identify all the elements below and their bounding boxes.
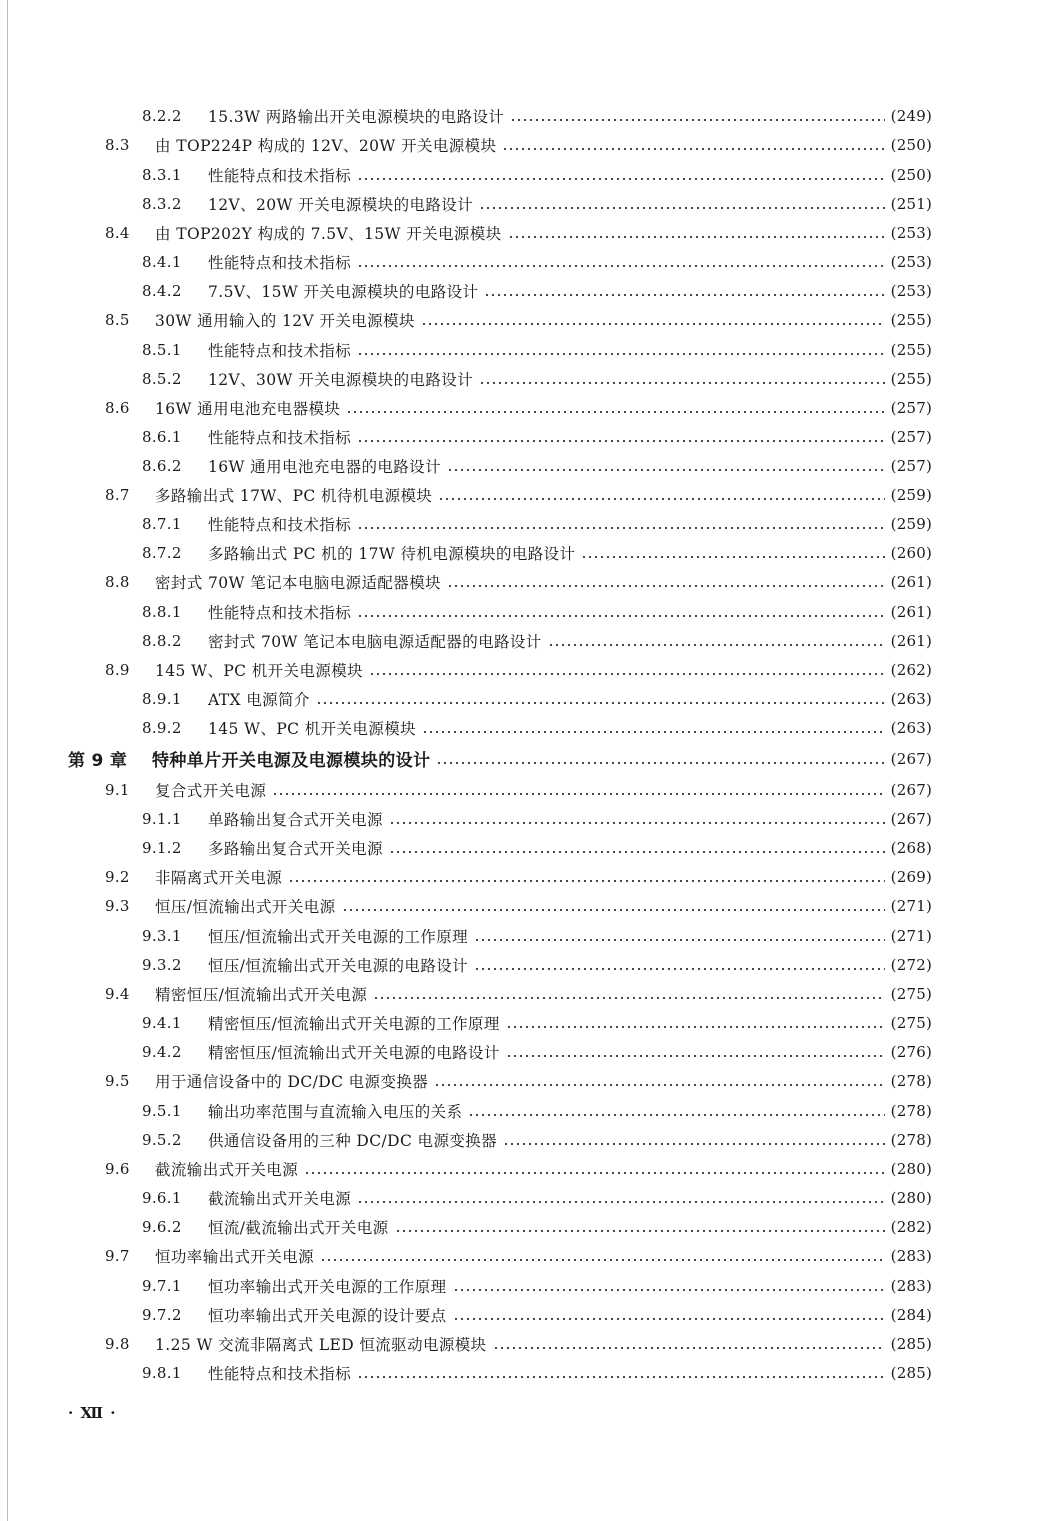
toc-section-entry[interactable] [105, 1329, 932, 1358]
toc-dot-leader [479, 205, 885, 211]
toc-entry-page: (278) [890, 1130, 932, 1149]
toc-dot-leader [438, 496, 884, 502]
toc-section-entry[interactable] [105, 775, 932, 804]
toc-entry-number: 8.4.1 [142, 252, 182, 271]
toc-dot-leader [508, 234, 885, 240]
toc-dot-leader [342, 907, 885, 913]
toc-entry-page: (261) [890, 572, 932, 591]
toc-section-entry[interactable] [105, 1066, 932, 1095]
toc-entry-page: (250) [890, 165, 932, 184]
toc-entry-title: 精密恒压/恒流输出式开关电源的电路设计 [208, 1043, 500, 1062]
toc-dot-leader [502, 146, 884, 152]
toc-entry-page: (259) [890, 485, 932, 504]
toc-entry-number: 9.5.1 [142, 1101, 182, 1120]
toc-entry-title: 恒流/截流输出式开关电源 [208, 1218, 389, 1237]
toc-entry-number: 8.3.1 [142, 165, 182, 184]
toc-entry-title: 密封式 70W 笔记本电脑电源适配器模块 [155, 573, 442, 592]
toc-entry-page: (283) [890, 1246, 932, 1265]
toc-subsection-entry[interactable] [142, 189, 932, 218]
toc-entry-title: 性能特点和技术指标 [208, 1364, 352, 1383]
toc-entry-title: 密封式 70W 笔记本电脑电源适配器的电路设计 [208, 632, 542, 651]
toc-entry-page: (271) [890, 926, 932, 945]
toc-dot-leader [395, 1228, 885, 1234]
toc-subsection-entry[interactable] [142, 1008, 932, 1037]
toc-dot-leader [453, 1316, 885, 1322]
toc-dot-leader [434, 1082, 885, 1088]
toc-section-entry[interactable] [105, 862, 932, 891]
toc-subsection-entry[interactable] [142, 1271, 932, 1300]
toc-subsection-entry[interactable] [142, 538, 932, 567]
toc-dot-leader [357, 525, 885, 531]
toc-entry-title: 由 TOP202Y 构成的 7.5V、15W 开关电源模块 [155, 224, 502, 243]
toc-entry-title: 精密恒压/恒流输出式开关电源的工作原理 [208, 1014, 500, 1033]
toc-entry-title: 单路输出复合式开关电源 [208, 810, 383, 829]
toc-entry-number: 8.2.2 [142, 106, 182, 125]
toc-section-entry[interactable] [105, 979, 932, 1008]
toc-entry-page: (259) [890, 514, 932, 533]
toc-entry-title: 15.3W 两路输出开关电源模块的电路设计 [208, 107, 505, 126]
toc-entry-title: ATX 电源简介 [208, 690, 310, 709]
toc-entry-title: 供通信设备用的三种 DC/DC 电源变换器 [208, 1131, 498, 1150]
toc-entry-number: 9.5 [105, 1071, 130, 1090]
toc-dot-leader [357, 1199, 885, 1205]
toc-section-entry[interactable] [105, 130, 932, 159]
toc-entry-page: (267) [890, 749, 932, 768]
toc-entry-title: 多路输出式 PC 机的 17W 待机电源模块的电路设计 [208, 544, 576, 563]
toc-entry-page: (257) [890, 427, 932, 446]
toc-entry-title: 性能特点和技术指标 [208, 428, 352, 447]
toc-entry-title: 性能特点和技术指标 [208, 166, 352, 185]
toc-entry-page: (260) [890, 543, 932, 562]
toc-entry-title: 30W 通用输入的 12V 开关电源模块 [155, 311, 415, 330]
toc-entry-number: 9.2 [105, 867, 130, 886]
toc-entry-page: (263) [890, 689, 932, 708]
toc-subsection-entry[interactable] [142, 1096, 932, 1125]
toc-entry-number: 8.7.2 [142, 543, 182, 562]
toc-entry-title: 截流输出式开关电源 [208, 1189, 352, 1208]
toc-subsection-entry[interactable] [142, 684, 932, 713]
toc-entry-number: 9.7.1 [142, 1276, 182, 1295]
toc-dot-leader [320, 1257, 885, 1263]
toc-dot-leader [453, 1287, 885, 1293]
toc-entry-page: (267) [890, 809, 932, 828]
toc-entry-title: 性能特点和技术指标 [208, 515, 352, 534]
toc-dot-leader [357, 351, 885, 357]
toc-entry-number: 8.3.2 [142, 194, 182, 213]
page-number-footer: · Ⅻ · [68, 1404, 117, 1422]
toc-dot-leader [304, 1170, 885, 1176]
toc-entry-title: 恒功率输出式开关电源 [155, 1247, 315, 1266]
toc-dot-leader [272, 791, 884, 797]
toc-dot-leader [369, 671, 885, 677]
toc-entry-page: (276) [890, 1042, 932, 1061]
toc-entry-title: 恒压/恒流输出式开关电源 [155, 897, 336, 916]
toc-dot-leader [484, 292, 884, 298]
toc-dot-leader [506, 1024, 885, 1030]
toc-entry-title: 由 TOP224P 构成的 12V、20W 开关电源模块 [155, 136, 497, 155]
toc-entry-number: 8.9.2 [142, 718, 182, 737]
toc-entry-number: 8.8.2 [142, 631, 182, 650]
toc-entry-number: 8.3 [105, 135, 130, 154]
toc-subsection-entry[interactable] [142, 451, 932, 480]
toc-dot-leader [474, 966, 885, 972]
toc-entry-page: (280) [890, 1188, 932, 1207]
toc-entry-title: 16W 通用电池充电器的电路设计 [208, 457, 441, 476]
toc-dot-leader [510, 117, 884, 123]
toc-subsection-entry[interactable] [142, 364, 932, 393]
toc-entry-page: (283) [890, 1276, 932, 1295]
toc-subsection-entry[interactable] [142, 626, 932, 655]
toc-dot-leader [503, 1141, 885, 1147]
toc-subsection-entry[interactable] [142, 335, 932, 364]
toc-entry-number: 9.6 [105, 1159, 130, 1178]
toc-entry-number: 8.6.2 [142, 456, 182, 475]
toc-entry-title: 1.25 W 交流非隔离式 LED 恒流驱动电源模块 [155, 1335, 487, 1354]
toc-subsection-entry[interactable] [142, 101, 932, 130]
toc-entry-number: 8.5.1 [142, 340, 182, 359]
toc-entry-page: (262) [890, 660, 932, 679]
toc-section-entry[interactable] [105, 655, 932, 684]
toc-dot-leader [548, 642, 885, 648]
toc-dot-leader [357, 613, 885, 619]
toc-dot-leader [288, 878, 884, 884]
toc-entry-page: (255) [890, 340, 932, 359]
toc-entry-number: 8.5 [105, 310, 130, 329]
toc-entry-page: (272) [890, 955, 932, 974]
toc-entry-number: 9.1 [105, 780, 130, 799]
toc-entry-title: 16W 通用电池充电器模块 [155, 399, 341, 418]
toc-subsection-entry[interactable] [142, 1037, 932, 1066]
toc-dot-leader [506, 1053, 885, 1059]
toc-entry-title: 特种单片开关电源及电源模块的设计 [152, 751, 431, 771]
toc-entry-number: 9.4.2 [142, 1042, 182, 1061]
toc-subsection-entry[interactable] [142, 1212, 932, 1241]
toc-entry-number: 9.7.2 [142, 1305, 182, 1324]
toc-dot-leader [357, 438, 885, 444]
toc-subsection-entry[interactable] [142, 247, 932, 276]
toc-entry-title: 非隔离式开关电源 [155, 868, 283, 887]
toc-entry-number: 9.6.1 [142, 1188, 182, 1207]
toc-subsection-entry[interactable] [142, 713, 932, 742]
toc-subsection-entry[interactable] [142, 950, 932, 979]
toc-section-entry[interactable] [105, 567, 932, 596]
toc-entry-number: 第 9 章 [68, 751, 128, 771]
toc-entry-number: 8.8.1 [142, 602, 182, 621]
toc-dot-leader [493, 1345, 885, 1351]
toc-subsection-entry[interactable] [142, 833, 932, 862]
toc-dot-leader [389, 820, 885, 826]
toc-entry-page: (275) [890, 984, 932, 1003]
toc-subsection-entry[interactable] [142, 422, 932, 451]
toc-section-entry[interactable] [105, 480, 932, 509]
toc-entry-page: (271) [890, 896, 932, 915]
toc-entry-page: (250) [890, 135, 932, 154]
toc-entry-number: 9.5.2 [142, 1130, 182, 1149]
toc-entry-page: (280) [890, 1159, 932, 1178]
toc-dot-leader [581, 554, 884, 560]
toc-entry-title: 恒压/恒流输出式开关电源的电路设计 [208, 956, 469, 975]
toc-dot-leader [357, 263, 885, 269]
toc-entry-page: (249) [890, 106, 932, 125]
toc-entry-page: (251) [890, 194, 932, 213]
toc-entry-page: (255) [890, 369, 932, 388]
toc-entry-title: 恒功率输出式开关电源的工作原理 [208, 1277, 447, 1296]
toc-dot-leader [316, 700, 885, 706]
toc-entry-number: 9.7 [105, 1246, 130, 1265]
toc-dot-leader [447, 583, 885, 589]
toc-entry-number: 9.8 [105, 1334, 130, 1353]
toc-entry-title: 12V、30W 开关电源模块的电路设计 [208, 370, 474, 389]
toc-entry-title: 多路输出复合式开关电源 [208, 839, 383, 858]
toc-entry-title: 145 W、PC 机开关电源模块 [155, 661, 364, 680]
toc-dot-leader [436, 760, 884, 766]
toc-entry-page: (269) [890, 867, 932, 886]
scan-edge-line [7, 0, 8, 1521]
toc-entry-page: (253) [890, 223, 932, 242]
toc-dot-leader [346, 409, 884, 415]
toc-entry-title: 恒压/恒流输出式开关电源的工作原理 [208, 927, 469, 946]
toc-entry-page: (253) [890, 281, 932, 300]
toc-subsection-entry[interactable] [142, 1358, 932, 1387]
toc-entry-title: 12V、20W 开关电源模块的电路设计 [208, 195, 474, 214]
toc-subsection-entry[interactable] [142, 1300, 932, 1329]
toc-entry-title: 恒功率输出式开关电源的设计要点 [208, 1306, 447, 1325]
toc-entry-title: 性能特点和技术指标 [208, 253, 352, 272]
toc-subsection-entry[interactable] [142, 597, 932, 626]
toc-subsection-entry[interactable] [142, 276, 932, 305]
toc-entry-number: 8.9.1 [142, 689, 182, 708]
toc-entry-page: (282) [890, 1217, 932, 1236]
toc-subsection-entry[interactable] [142, 804, 932, 833]
toc-entry-page: (253) [890, 252, 932, 271]
toc-subsection-entry[interactable] [142, 160, 932, 189]
toc-entry-title: 性能特点和技术指标 [208, 341, 352, 360]
toc-entry-title: 复合式开关电源 [155, 781, 267, 800]
toc-section-entry[interactable] [105, 218, 932, 247]
toc-entry-number: 9.1.2 [142, 838, 182, 857]
toc-entry-number: 8.6 [105, 398, 130, 417]
toc-dot-leader [468, 1112, 884, 1118]
toc-dot-leader [357, 176, 885, 182]
toc-chapter-entry[interactable] [68, 744, 932, 773]
toc-dot-leader [479, 380, 885, 386]
toc-entry-number: 8.4 [105, 223, 130, 242]
toc-entry-page: (261) [890, 602, 932, 621]
toc-entry-number: 8.7.1 [142, 514, 182, 533]
toc-entry-page: (267) [890, 780, 932, 799]
toc-dot-leader [357, 1374, 885, 1380]
toc-entry-page: (285) [890, 1334, 932, 1353]
toc-entry-page: (278) [890, 1101, 932, 1120]
toc-entry-page: (275) [890, 1013, 932, 1032]
toc-entry-number: 9.3 [105, 896, 130, 915]
toc-entry-number: 8.5.2 [142, 369, 182, 388]
toc-entry-number: 8.9 [105, 660, 130, 679]
toc-entry-title: 145 W、PC 机开关电源模块 [208, 719, 417, 738]
toc-entry-number: 8.4.2 [142, 281, 182, 300]
toc-entry-number: 9.4.1 [142, 1013, 182, 1032]
toc-entry-title: 输出功率范围与直流输入电压的关系 [208, 1102, 463, 1121]
toc-subsection-entry[interactable] [142, 1125, 932, 1154]
toc-entry-title: 多路输出式 17W、PC 机待机电源模块 [155, 486, 433, 505]
toc-entry-page: (285) [890, 1363, 932, 1382]
toc-entry-number: 9.8.1 [142, 1363, 182, 1382]
toc-entry-number: 9.1.1 [142, 809, 182, 828]
toc-entry-title: 用于通信设备中的 DC/DC 电源变换器 [155, 1072, 429, 1091]
toc-entry-title: 精密恒压/恒流输出式开关电源 [155, 985, 368, 1004]
toc-subsection-entry[interactable] [142, 921, 932, 950]
toc-entry-number: 8.8 [105, 572, 130, 591]
toc-entry-title: 截流输出式开关电源 [155, 1160, 299, 1179]
toc-entry-number: 9.3.1 [142, 926, 182, 945]
toc-dot-leader [474, 937, 885, 943]
toc-entry-page: (268) [890, 838, 932, 857]
toc-entry-title: 7.5V、15W 开关电源模块的电路设计 [208, 282, 479, 301]
toc-section-entry[interactable] [105, 305, 932, 334]
toc-entry-number: 9.4 [105, 984, 130, 1003]
toc-subsection-entry[interactable] [142, 1183, 932, 1212]
toc-entry-number: 9.6.2 [142, 1217, 182, 1236]
toc-section-entry[interactable] [105, 891, 932, 920]
toc-entry-number: 8.6.1 [142, 427, 182, 446]
toc-entry-page: (261) [890, 631, 932, 650]
toc-section-entry[interactable] [105, 1241, 932, 1270]
toc-dot-leader [422, 729, 885, 735]
toc-entry-title: 性能特点和技术指标 [208, 603, 352, 622]
toc-dot-leader [447, 467, 885, 473]
toc-entry-number: 8.7 [105, 485, 130, 504]
toc-entry-page: (255) [890, 310, 932, 329]
toc-section-entry[interactable] [105, 393, 932, 422]
toc-dot-leader [373, 995, 884, 1001]
toc-section-entry[interactable] [105, 1154, 932, 1183]
toc-entry-page: (257) [890, 456, 932, 475]
toc-entry-page: (284) [890, 1305, 932, 1324]
toc-entry-page: (257) [890, 398, 932, 417]
toc-dot-leader [389, 849, 885, 855]
toc-subsection-entry[interactable] [142, 509, 932, 538]
toc-entry-page: (263) [890, 718, 932, 737]
toc-entry-page: (278) [890, 1071, 932, 1090]
toc-entry-number: 9.3.2 [142, 955, 182, 974]
toc-dot-leader [421, 321, 885, 327]
